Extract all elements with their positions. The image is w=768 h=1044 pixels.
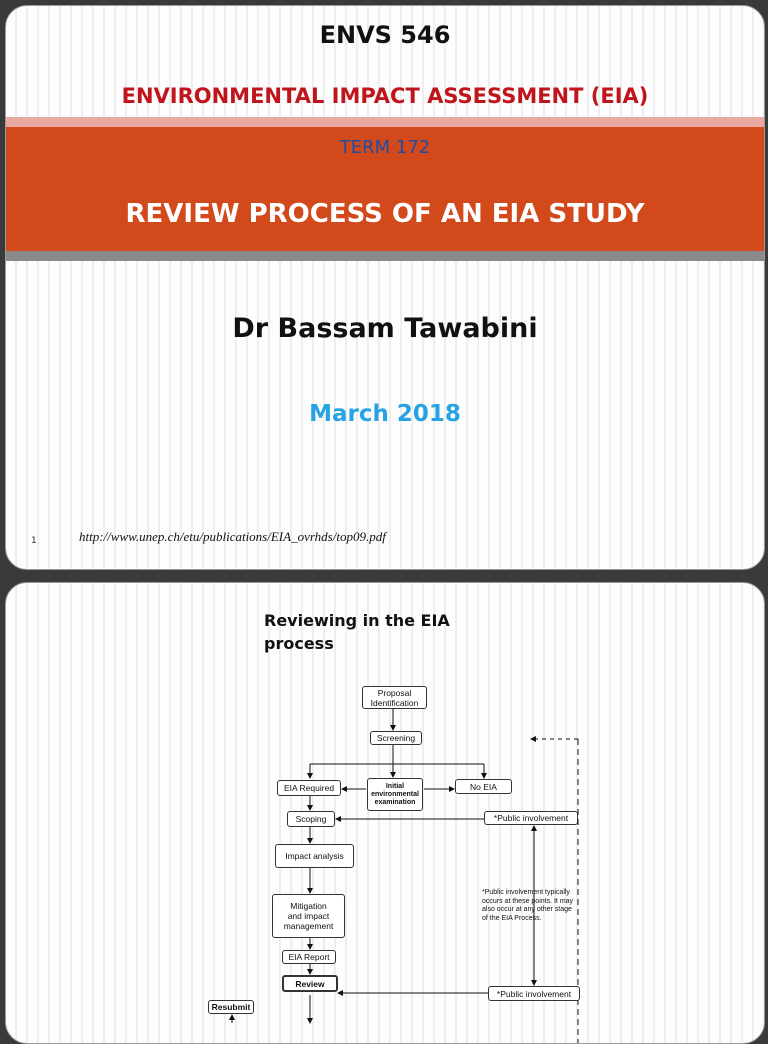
eia-report-box: EIA Report bbox=[282, 950, 336, 964]
slide-title-line: Reviewing in the EIA bbox=[264, 611, 450, 630]
no-eia-box: No EIA bbox=[455, 779, 512, 794]
proposal-identification-box: Proposal Identification bbox=[362, 686, 427, 709]
course-code: ENVS 546 bbox=[319, 21, 451, 49]
presentation-date: March 2018 bbox=[309, 401, 461, 427]
source-url[interactable]: http://www.unep.ch/etu/publications/EIA_ovrhds/top09.pdf bbox=[79, 529, 386, 544]
slide-title: REVIEW PROCESS OF AN EIA STUDY bbox=[125, 199, 645, 229]
flowchart-slide bbox=[5, 582, 765, 1044]
accent-bar-bottom bbox=[6, 251, 764, 261]
review-box: Review bbox=[282, 975, 338, 992]
screening-box: Screening bbox=[370, 731, 422, 745]
public-involvement-box-1: *Public involvement bbox=[484, 811, 578, 825]
public-involvement-note: *Public involvement typically occurs at these points. It may also occur at any other stage of the EIA Process. bbox=[482, 889, 574, 922]
impact-analysis-box: Impact analysis bbox=[275, 844, 354, 868]
initial-environmental-examination-box: Initial environmental examination bbox=[367, 778, 423, 811]
eia-required-box: EIA Required bbox=[277, 780, 341, 796]
scoping-box: Scoping bbox=[287, 811, 335, 827]
title-band bbox=[6, 127, 764, 251]
course-subject: ENVIRONMENTAL IMPACT ASSESSMENT (EIA) bbox=[121, 84, 649, 108]
resubmit-box: Resubmit bbox=[208, 1000, 254, 1014]
public-involvement-box-2: *Public involvement bbox=[488, 986, 580, 1001]
term-label: TERM 172 bbox=[339, 137, 431, 158]
accent-bar-top bbox=[6, 117, 764, 127]
slide-number: 1 bbox=[31, 536, 37, 546]
author-name: Dr Bassam Tawabini bbox=[232, 313, 538, 344]
title-slide bbox=[5, 5, 765, 570]
flowchart-connectors bbox=[6, 583, 764, 1043]
slide-title-line: process bbox=[264, 634, 334, 653]
mitigation-impact-management-box: Mitigation and impact management bbox=[272, 894, 345, 938]
